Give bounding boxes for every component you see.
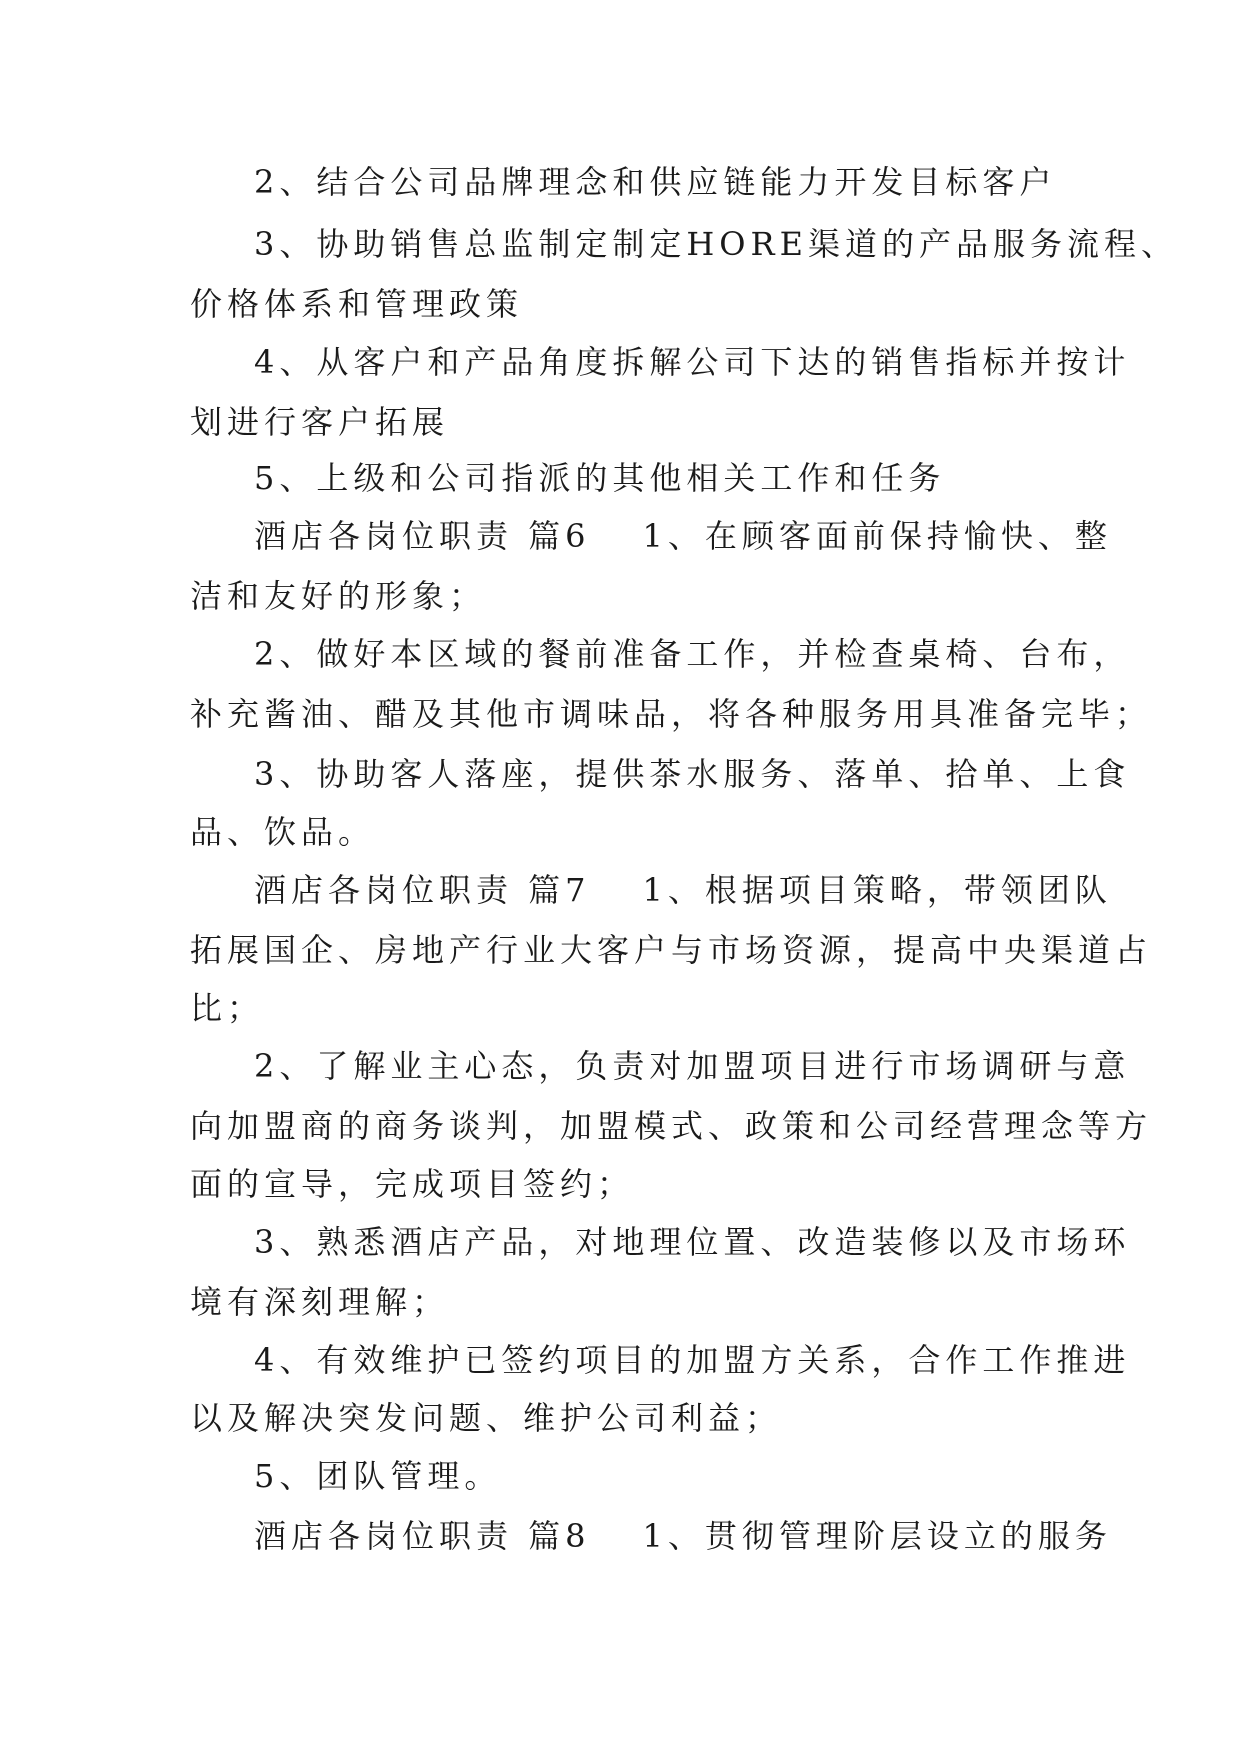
paragraph-line: 境有深刻理解； xyxy=(190,1283,450,1321)
paragraph-line: 比； xyxy=(190,989,265,1027)
section-heading-line xyxy=(254,516,1112,556)
paragraph-line: 以及解决突发问题、维护公司利益； xyxy=(190,1399,783,1437)
paragraph-text: 1、在顾客面前保持愉快、整 xyxy=(642,517,1112,555)
paragraph-line: 4、从客户和产品角度拆解公司下达的销售指标并按计 xyxy=(254,343,1131,381)
paragraph-line: 2、结合公司品牌理念和供应链能力开发目标客户 xyxy=(254,163,1057,201)
paragraph-line: 5、上级和公司指派的其他相关工作和任务 xyxy=(254,459,946,497)
section-heading-line xyxy=(254,1516,1112,1556)
paragraph-line: 拓展国企、房地产行业大客户与市场资源，提高中央渠道占 xyxy=(190,931,1153,969)
paragraph-line: 2、做好本区域的餐前准备工作，并检查桌椅、台布， xyxy=(254,635,1131,673)
paragraph-line: 补充酱油、醋及其他市调味品，将各种服务用具准备完毕； xyxy=(190,695,1153,733)
paragraph-line: 洁和友好的形象； xyxy=(190,577,487,615)
section-heading: 酒店各岗位职责 篇6 xyxy=(254,517,591,555)
paragraph-line: 向加盟商的商务谈判，加盟模式、政策和公司经营理念等方 xyxy=(190,1107,1153,1145)
paragraph-line: 3、协助客人落座，提供茶水服务、落单、拾单、上食 xyxy=(254,755,1131,793)
paragraph-text: 1、贯彻管理阶层设立的服务 xyxy=(642,1517,1112,1555)
section-heading: 酒店各岗位职责 篇8 xyxy=(254,1517,591,1555)
section-heading-line xyxy=(254,870,1112,910)
paragraph-line: 划进行客户拓展 xyxy=(190,403,450,441)
paragraph-line: 5、团队管理。 xyxy=(254,1457,502,1495)
paragraph-text: 1、根据项目策略，带领团队 xyxy=(642,871,1112,909)
paragraph-line: 3、协助销售总监制定制定HORE渠道的产品服务流程、 xyxy=(254,225,1178,263)
paragraph-line: 价格体系和管理政策 xyxy=(190,285,524,323)
paragraph-line: 3、熟悉酒店产品，对地理位置、改造装修以及市场环 xyxy=(254,1223,1131,1261)
paragraph-line: 品、饮品。 xyxy=(190,813,376,851)
section-heading: 酒店各岗位职责 篇7 xyxy=(254,871,591,909)
paragraph-line: 2、了解业主心态，负责对加盟项目进行市场调研与意 xyxy=(254,1047,1131,1085)
paragraph-line: 4、有效维护已签约项目的加盟方关系，合作工作推进 xyxy=(254,1341,1131,1379)
paragraph-line: 面的宣导，完成项目签约； xyxy=(190,1165,635,1203)
